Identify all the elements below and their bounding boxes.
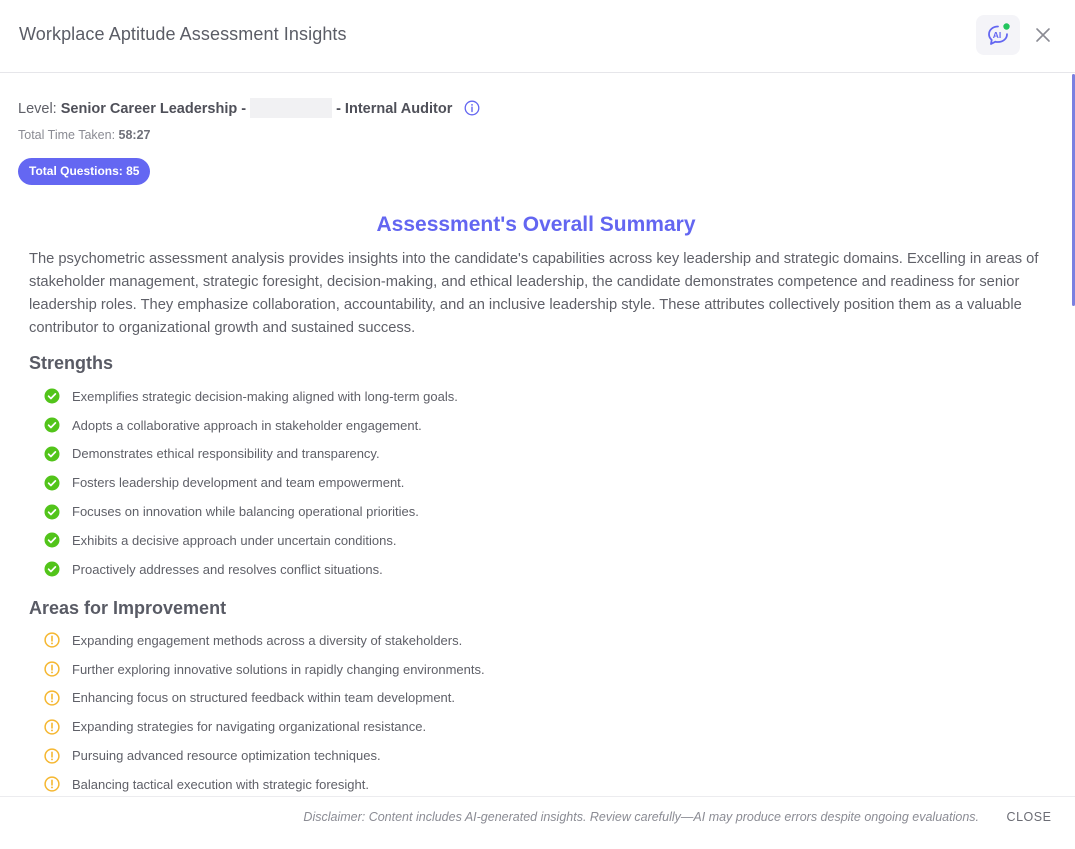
ai-disclaimer: Disclaimer: Content includes AI-generated insights. Review carefully—AI may produce errors despite ongoing evaluations. xyxy=(303,810,979,824)
check-circle-icon xyxy=(44,417,60,433)
time-taken xyxy=(18,128,151,142)
strength-item: Adopts a collaborative approach in stakeholder engagement. xyxy=(44,411,458,440)
close-button[interactable]: CLOSE xyxy=(1000,806,1058,828)
warning-circle-icon xyxy=(44,776,60,792)
check-circle-icon xyxy=(44,532,60,548)
redacted-block xyxy=(250,98,332,118)
check-circle-icon xyxy=(44,561,60,577)
improvements-title: Areas for Improvement xyxy=(29,598,227,618)
strength-item: Fosters leadership development and team empowerment. xyxy=(44,468,458,497)
warning-circle-icon xyxy=(44,661,60,677)
level-value-part1: Senior Career Leadership - xyxy=(60,101,247,117)
improvement-item: Further exploring innovative solutions in rapidly changing environments. xyxy=(44,655,485,684)
check-circle-icon xyxy=(44,446,60,462)
svg-text:AI: AI xyxy=(992,30,1002,40)
level-line xyxy=(18,98,480,120)
ai-chat-icon xyxy=(984,21,1012,49)
warning-circle-icon xyxy=(44,719,60,735)
info-icon[interactable] xyxy=(464,100,480,120)
strength-item: Focuses on innovation while balancing operational priorities. xyxy=(44,497,458,526)
level-value-part2: - Internal Auditor xyxy=(336,101,453,117)
strengths-title: Strengths xyxy=(29,353,114,373)
strength-item: Proactively addresses and resolves conflict situations. xyxy=(44,555,458,584)
time-value: 58:27 xyxy=(118,128,151,142)
check-circle-icon xyxy=(44,388,60,404)
level-label: Level: xyxy=(18,101,57,117)
improvement-item: Enhancing focus on structured feedback within team development. xyxy=(44,684,485,713)
time-label: Total Time Taken: xyxy=(18,128,116,142)
strength-item: Exhibits a decisive approach under uncertain conditions. xyxy=(44,526,458,555)
warning-circle-icon xyxy=(44,748,60,764)
improvement-item: Expanding strategies for navigating organizational resistance. xyxy=(44,712,485,741)
warning-circle-icon xyxy=(44,632,60,648)
dialog-title: Workplace Aptitude Assessment Insights xyxy=(19,24,347,44)
warning-circle-icon xyxy=(44,690,60,706)
improvement-item: Expanding engagement methods across a diversity of stakeholders. xyxy=(44,626,485,655)
improvements-list xyxy=(44,626,485,796)
summary-text: The psychometric assessment analysis provides insights into the candidate's capabilities across key leadership and strategic domains. Excelling in areas of stakeholder management, strategic foresight, decision-making, and ethical leadership, the candidate demonstrates competence and readiness for senior leadership roles. They emphasize collaboration, accountability, and an inclusive leadership style. These attributes collectively position them as a valuable contributor to organizational growth and sustained success. xyxy=(29,251,1039,336)
strengths-list xyxy=(44,382,458,584)
dialog-header xyxy=(0,0,1075,73)
summary-title: Assessment's Overall Summary xyxy=(376,213,696,236)
improvement-item: Pursuing advanced resource optimization techniques. xyxy=(44,741,485,770)
improvement-item: Balancing tactical execution with strategic foresight. xyxy=(44,770,485,796)
check-circle-icon xyxy=(44,475,60,491)
dialog-content[interactable] xyxy=(0,74,1072,796)
dialog-footer xyxy=(0,796,1075,849)
check-circle-icon xyxy=(44,504,60,520)
ai-assistant-button[interactable] xyxy=(976,15,1020,55)
strength-item: Exemplifies strategic decision-making aligned with long-term goals. xyxy=(44,382,458,411)
total-questions-badge: Total Questions: 85 xyxy=(18,158,150,185)
strength-item: Demonstrates ethical responsibility and transparency. xyxy=(44,440,458,469)
close-icon[interactable] xyxy=(1032,24,1054,46)
